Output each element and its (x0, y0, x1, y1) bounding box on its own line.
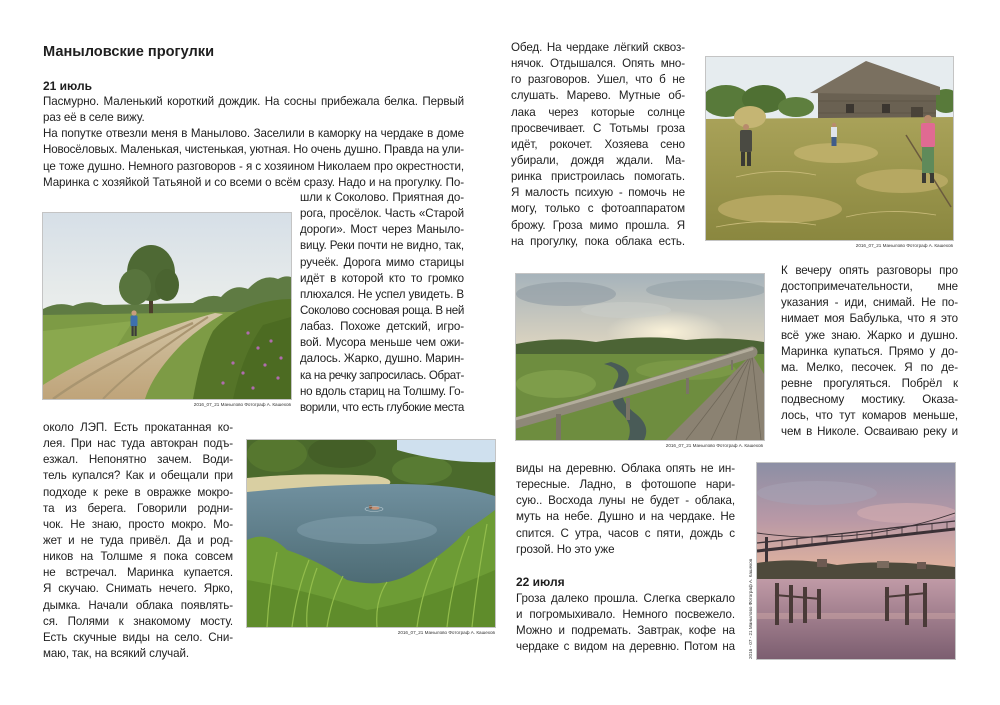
text-line: лось, что тут комаров меньше, (781, 409, 958, 423)
photo-caption: 2016_07_21 Манылово Фотограф А. Кашехов (665, 443, 763, 448)
text-line: ворили, что есть глубокие места (300, 400, 464, 414)
text-line: спится. С утра, часов с пяти, дождь с (516, 526, 735, 540)
text-line: Есть скучные виды на село. Сни- (43, 630, 233, 644)
text-line: Я скучаю. Снимать нечего. Ярко, (43, 582, 233, 596)
text-line: Я малость психую - помочь не (511, 186, 685, 200)
text-line: виды на деревню. Облака опять не ин- (516, 462, 735, 475)
country-road-image (43, 213, 291, 399)
text-line: Обед. На чердаке лёгкий сквоз- (511, 41, 685, 54)
text-line: не встречал. Маринка купается. (43, 566, 233, 580)
text-line: го разговоров. Ушел, что б не (511, 73, 685, 87)
text-line: но вдоль стариц на Толшму. Го- (300, 384, 464, 398)
wooden-bridge-photo (516, 274, 764, 440)
text-line: маю, так, на всякий случай. (43, 646, 189, 660)
text-line: тересные. Ладно, в фотошопе нари- (516, 478, 735, 492)
text-line: муть на небе. Душно и на чердаке. Не (516, 510, 735, 524)
haymaking-image (706, 57, 953, 240)
photo-caption: 2016_07_21 Манылово Фотограф А. Кашехов (855, 243, 953, 248)
text-line: грозой. Но это уже (516, 542, 615, 556)
country-road-photo (43, 213, 291, 399)
text-line: чок. Не знаю, просто мокро. Мо- (43, 517, 233, 531)
text-line: Гроза далеко прошла. Слегка сверкало (516, 592, 735, 605)
text-line: могу, только с фотоаппаратом (511, 202, 685, 216)
text-line: раз её в селе вижу. (43, 111, 145, 125)
text-line: ма. Мелко, песочек. Я по де- (781, 360, 958, 374)
text-line: та из берега. Говорили родни- (43, 501, 233, 515)
text-block-beside-hay-photo (511, 40, 685, 250)
text-line: всё уже знаю. Жарко и душно. (781, 328, 958, 342)
text-line: Пасмурно. Маленький короткий дождик. На сосны прибежала белка. Первый (43, 95, 464, 108)
text-line: и погромыхивало. Немного посвежело. (516, 608, 735, 622)
suspension-bridge-image (757, 463, 955, 659)
text-line: идёт в которой кто то громко (300, 271, 464, 285)
river-swim-photo (247, 440, 495, 627)
text-line: дымка. Начали облака появлять- (43, 598, 233, 612)
text-line: ников на Толшме я пока совсем (43, 550, 233, 564)
text-block-evening (516, 461, 735, 558)
text-line: около ЛЭП. Есть прокатанная ко- (43, 421, 233, 434)
text-line: дороги». Мост через Маныло- (300, 223, 464, 237)
text-line: нимает моя Бабулька, что я это (781, 312, 958, 326)
text-line: рога, просёлок. Часть «Старой (300, 207, 464, 221)
text-line: Новосёловых. Маленькая, чистенькая, уютная. Но очень душно. Правда на ули- (43, 143, 464, 157)
text-line: тель купался? Как и обещали при (43, 469, 233, 483)
text-line: далось. Жарко, душно. Марин- (300, 352, 464, 366)
text-line: плюхался. Не успел увидеть. В (300, 287, 464, 301)
text-line: слушать. Марево. Мутные об- (511, 89, 685, 103)
text-line: К вечеру опять разговоры про (781, 264, 958, 277)
article-title: Маныловские прогулки (43, 44, 215, 60)
wooden-bridge-image (516, 274, 764, 440)
text-line: це тоже душно. Немного разговоров - я с хозяином Николаем про окрестности, (43, 159, 464, 173)
text-line: чердаке с видом на деревню. Потом на (516, 640, 735, 654)
photo-caption-vertical: 2016 - 07 - 21 Манылово Фотограф А. Кашехов (748, 558, 753, 659)
photo-caption: 2016_07_21 Манылово Фотограф А. Кашехов (193, 402, 291, 407)
text-line: жет и не туда привёл. Да и род- (43, 533, 233, 547)
text-line: на прогулку, пока облака есть. (511, 234, 685, 248)
text-line: Маринка с хозяйкой Татьяной и со всеми о всём сразу. Надо и на прогулку. По- (43, 175, 464, 189)
suspension-bridge-photo (757, 463, 955, 659)
text-block-beside-road-photo (300, 190, 464, 416)
text-line: идёт, рокочет. Хозяева сено (511, 137, 685, 151)
date-heading-21-july: 21 июль (43, 79, 93, 93)
haymaking-photo (706, 57, 953, 240)
text-line: нячок. Отдышался. Опять мно- (511, 57, 685, 71)
text-line: подвесному мостику. Оказа- (781, 393, 958, 407)
text-line: подходе к реке в овражке мокро- (43, 485, 233, 499)
text-line: убирали, дождя ждали. Ма- (511, 153, 685, 167)
text-line: Маринка купаться. Прямо у до- (781, 344, 958, 358)
text-line: лея. При нас туда автокран подъ- (43, 437, 233, 451)
photo-caption: 2016_07_21 Манылово Фотограф А. Кашехов (397, 630, 495, 635)
text-line: сую.. Восхода луны не будет - облака, (516, 494, 735, 508)
date-heading-22-july: 22 июля (516, 575, 565, 589)
text-block-22-july (516, 591, 735, 656)
text-line: На попутке отвезли меня в Манылово. Заселили в каморку на чердаке в доме (43, 127, 464, 141)
text-block-beside-bridge-photo (781, 263, 958, 441)
text-line: Соколово сосновая роща. В ней (300, 303, 464, 317)
text-line: ка на речку запросилась. Обрат- (300, 368, 464, 382)
text-line: ручеёк. Дорога мимо старицы (300, 255, 464, 269)
sunset-sky (757, 463, 955, 575)
text-line: просвечивает. С Тотьмы гроза (511, 121, 685, 135)
text-line: Можно и подремать. Завтрак, кофе на (516, 624, 735, 638)
text-block-intro (43, 94, 464, 191)
text-line: ринка пристроилась помогать. (511, 170, 685, 184)
text-line: указания - иди, снимай. Не по- (781, 296, 958, 310)
text-line: чем в Николе. Осваиваю реку и (781, 425, 958, 439)
text-block-beside-river-photo (43, 420, 233, 662)
text-line: ся. Полями к знакомому мосту. (43, 614, 233, 628)
text-line: шли к Соколово. Приятная до- (300, 191, 464, 204)
river-swim-image (247, 440, 495, 627)
text-line: ревне прогуляться. Побрёл к (781, 376, 958, 390)
text-line: езжал. Непонятно зачем. Води- (43, 453, 233, 467)
text-line: лабаз. Похоже детский, игро- (300, 320, 464, 334)
text-line: достопримечательности, мне (781, 280, 958, 294)
text-line: вой. Мусора меньше чем ожи- (300, 336, 464, 350)
text-line: брожу. Гроза мимо прошла. Я (511, 218, 685, 232)
text-line: вицу. Реки почти не видно, так, (300, 239, 464, 253)
text-line: лака через которые солнце (511, 105, 685, 119)
